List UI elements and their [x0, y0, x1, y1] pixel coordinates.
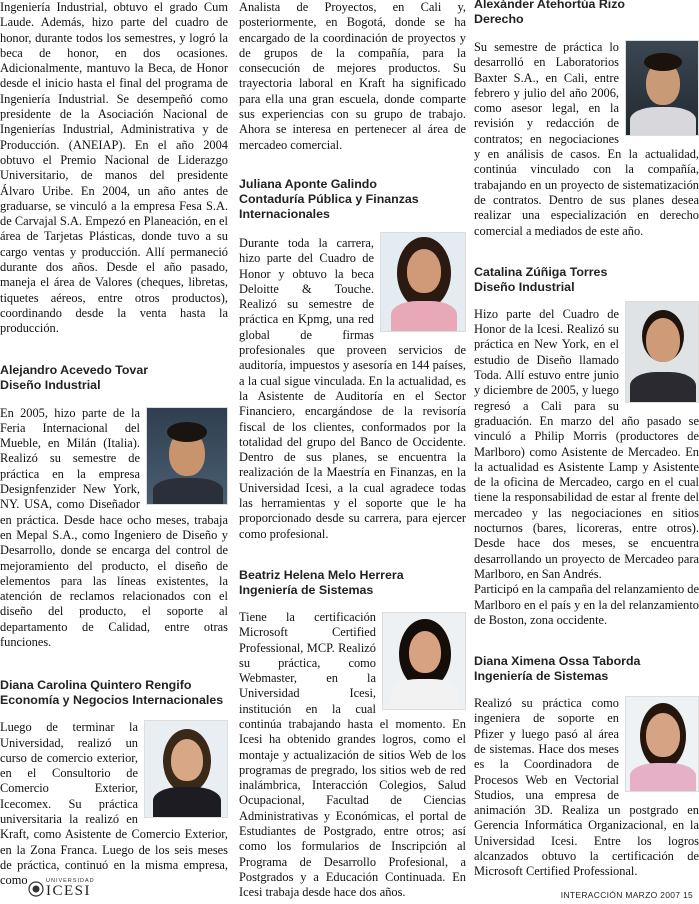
profile-name-juliana: Juliana Aponte Galindo	[239, 176, 377, 191]
page-footer-label: INTERACCIÓN MARZO 2007 15	[560, 890, 693, 900]
profile-text-alexander: Su semestre de práctica lo desarrolló en Laboratorios Baxter S.A., en Cali, entre febrero y julio del año 2006, como asesor legal, en la revisión y redacción de contratos; en negociaciones y en análisis de casos. En la actualidad, continúa vinculado con la compañía, trabajando en un proyecto de sistematización de contratos. Dentro de sus planes desea realizar una especialización en derecho comercial a mediados de este año.	[474, 40, 699, 238]
photo-alexander	[625, 40, 699, 136]
profile-text-juliana: Durante toda la carrera, hizo parte del Cuadro de Honor y obtuvo la beca Deloitte & Touche. Realizó su semestre de práctica en Kpmg, una red global de firmas profesionales que proveen servicios de auditoría, impuestos y asesoría en 144 países, a la cual sigue vinculada. En la actualidad, es la Asistente de Auditoría en el Sector Financiero, encargándose de la revisoría fiscal de los clientes, conformados por la totalidad del grupo del Banco de Occidente. Dentro de sus planes, se encuentra la realización de la Maestría en Finanzas, en la Universidad Icesi, a la cual agradece todas las herramientas y el soporte que le ha proporcionado desde su carrera, para ejercer como profesional.	[239, 235, 466, 541]
profile-name-beatriz: Beatriz Helena Melo Herrera	[239, 567, 404, 582]
profile-program-alejandro: Diseño Industrial	[0, 377, 101, 392]
profile-name-alexander: Alexánder Atehortúa Rizo	[474, 0, 626, 11]
photo-diana-quintero	[144, 720, 228, 818]
profile-text-alejandro: En 2005, hizo parte de la Feria Internacional del Mueble, en Milán (Italia). Realizó su semestre de práctica en la empresa Designfenzider New York, NY. USA, como Diseñador en práctica. Desde hace ocho meses, trabaja en Mepal S.A., como Ingeniero de Diseño y Desarrollo, donde se encarga del control de mejoramiento del producto, el diseño de elementos para las líneas existentes, la atención de reclamos relacionados con el diseño del producto, el soporte al departamento de Calidad, entre otras funciones.	[0, 405, 228, 649]
photo-diana-ossa	[625, 696, 699, 792]
profile-text-diana-quintero: Luego de terminar la Universidad, realizó un curso de comercio exterior, en el Consultorio de Comercio Exterior, Icecomex. Su práctica universitaria la realizó en Kraft, como Asistente de Comercio Exterior, en la Zona Franca. Luego de los seis meses de práctica, continuó en la misma empresa, como	[0, 720, 228, 888]
profile-program-juliana: Contaduría Pública y Finanzas Internacionales	[239, 191, 419, 221]
profile-program-diana-quintero: Economía y Negocios Internacionales	[0, 693, 224, 708]
column-2	[239, 0, 466, 901]
photo-alejandro	[146, 407, 228, 505]
profile-name-diana-quintero: Diana Carolina Quintero Rengifo	[0, 678, 192, 693]
profile-text-beatriz: Tiene la certificación Microsoft Certified Professional, MCP. Realizó su práctica, como Webmaster, en la Universidad Icesi, institución en la cual continúa trabajando hasta el momento. En Icesi ha obtenido grandes logros, como el montaje y actualización de sitios Web de los programas de pregrado, los sitios web de red inalámbrica, Interacción Colegios, Salud Ocupacional, Facultad de Ciencias Administrativas y Económicas, el portal de Estudiantes de Postgrado, entre otros; así como los formularios de Inscripción al Programa de Desarrollo Profesional, a Postgrados y a Educación Continuada. En Icesi trabaja desde hace dos años.	[239, 609, 466, 900]
profile-program-catalina: Diseño Industrial	[474, 279, 575, 294]
profile-text-catalina: Hizo parte del Cuadro de Honor de la Icesi. Realizó su práctica en New York, en el estudio de Diseño llamado Toda. Allí estuvo entre junio y diciembre de 2005, y luego regresó a Cali para su graduación. En marzo del año pasado se vinculó a Philip Morris (productores de Marlboro) como Asistente de Mercadeo. En la actualidad es Asistente Lamp y Asistente de la oficina de Mercadeo, cargo en el cual tiene la responsabilidad de estar al frente del mercadeo y las negociaciones en sitios nocturnos (bares, licoreras, entre otros). Desde hace dos meses, se encuentra desarrollando un proyecto de Mercadeo para Marlboro, en San Andrés.	[474, 306, 699, 581]
profile-program-beatriz: Ingeniería de Sistemas	[239, 582, 374, 597]
profile-text-diana-ossa: Realizó su práctica como ingeniera de soporte en Pfizer y luego pasó al área de sistemas. Hace dos meses es la Coordinadora de Procesos Web en Vectorial Studios, una empresa de animación 3D. Realiza un postgrado en Gerencia Informática Organizacional, en la Universidad Icesi. Entre los logros alcanzados obtuvo la certificación de Microsoft Certified Professional.	[474, 696, 699, 879]
profile-program-alexander: Derecho	[474, 12, 524, 26]
profile-text-catalina-2: Participó en la campaña del relanzamiento de Marlboro en el país y en la del relanzamiento de Boston, zona occidente.	[474, 582, 699, 627]
profile-name-catalina: Catalina Zúñiga Torres	[474, 264, 608, 279]
diana-quintero-continuation: Analista de Proyectos, en Cali y, posteriormente, en Bogotá, donde se ha encargado de la coordinación de proyectos y de grupos de la compañía, para la consecución de mejores productos. Su trayectoria laboral en Kraft ha significado para ella una gran escuela, donde comparte sus experiencias con su grupo de trabajo. Ahora se interesa en pertenecer al área de mercadeo comercial.	[239, 0, 466, 152]
logo-main-text: ICESI	[46, 883, 91, 899]
photo-catalina	[625, 301, 699, 403]
logo-small-text: UNIVERSIDAD	[46, 878, 95, 884]
icesi-emblem-icon	[28, 881, 44, 897]
profile-name-diana-ossa: Diana Ximena Ossa Taborda	[474, 654, 641, 669]
photo-juliana	[380, 232, 466, 332]
profile-name-alejandro: Alejandro Acevedo Tovar	[0, 362, 149, 377]
profile-program-diana-ossa: Ingeniería de Sistemas	[474, 669, 609, 684]
column-3	[474, 0, 699, 880]
icesi-logo	[28, 878, 94, 900]
photo-beatriz	[382, 612, 466, 710]
intro-continuation: Ingeniería Industrial, obtuvo el grado Cum Laude. Además, hizo parte del cuadro de honor, durante todos los semestres, y logró la beca de honor, en dos ocasiones. Adicionalmente, mantuvo la Beca, de Honor desde el inicio hasta el final del programa de Ingeniería Industrial. Se desempeñó como presidente de la Asociación Nacional de Ingenierías Industrial, Administrativa y de Producción. (ANEIAP). En el año 2004 obtuvo el Premio Nacional de Liderazgo Universitario, de manos del presidente Álvaro Uribe. En 2004, un año antes de graduarse, se vinculó a la empresa Fesa S.A. de Carvajal S.A. Empezó en Planeación, en el área de Tarjetas Plásticas, donde tuvo a su cargo ventas y producción. Allí permaneció durante dos años. Desde el año pasado, maneja el área de Valores (cheques, libretas, tiquetes aéreos, entre otros productos), coordinando desde la venta hasta la producción.	[0, 0, 228, 336]
column-1	[0, 0, 228, 889]
